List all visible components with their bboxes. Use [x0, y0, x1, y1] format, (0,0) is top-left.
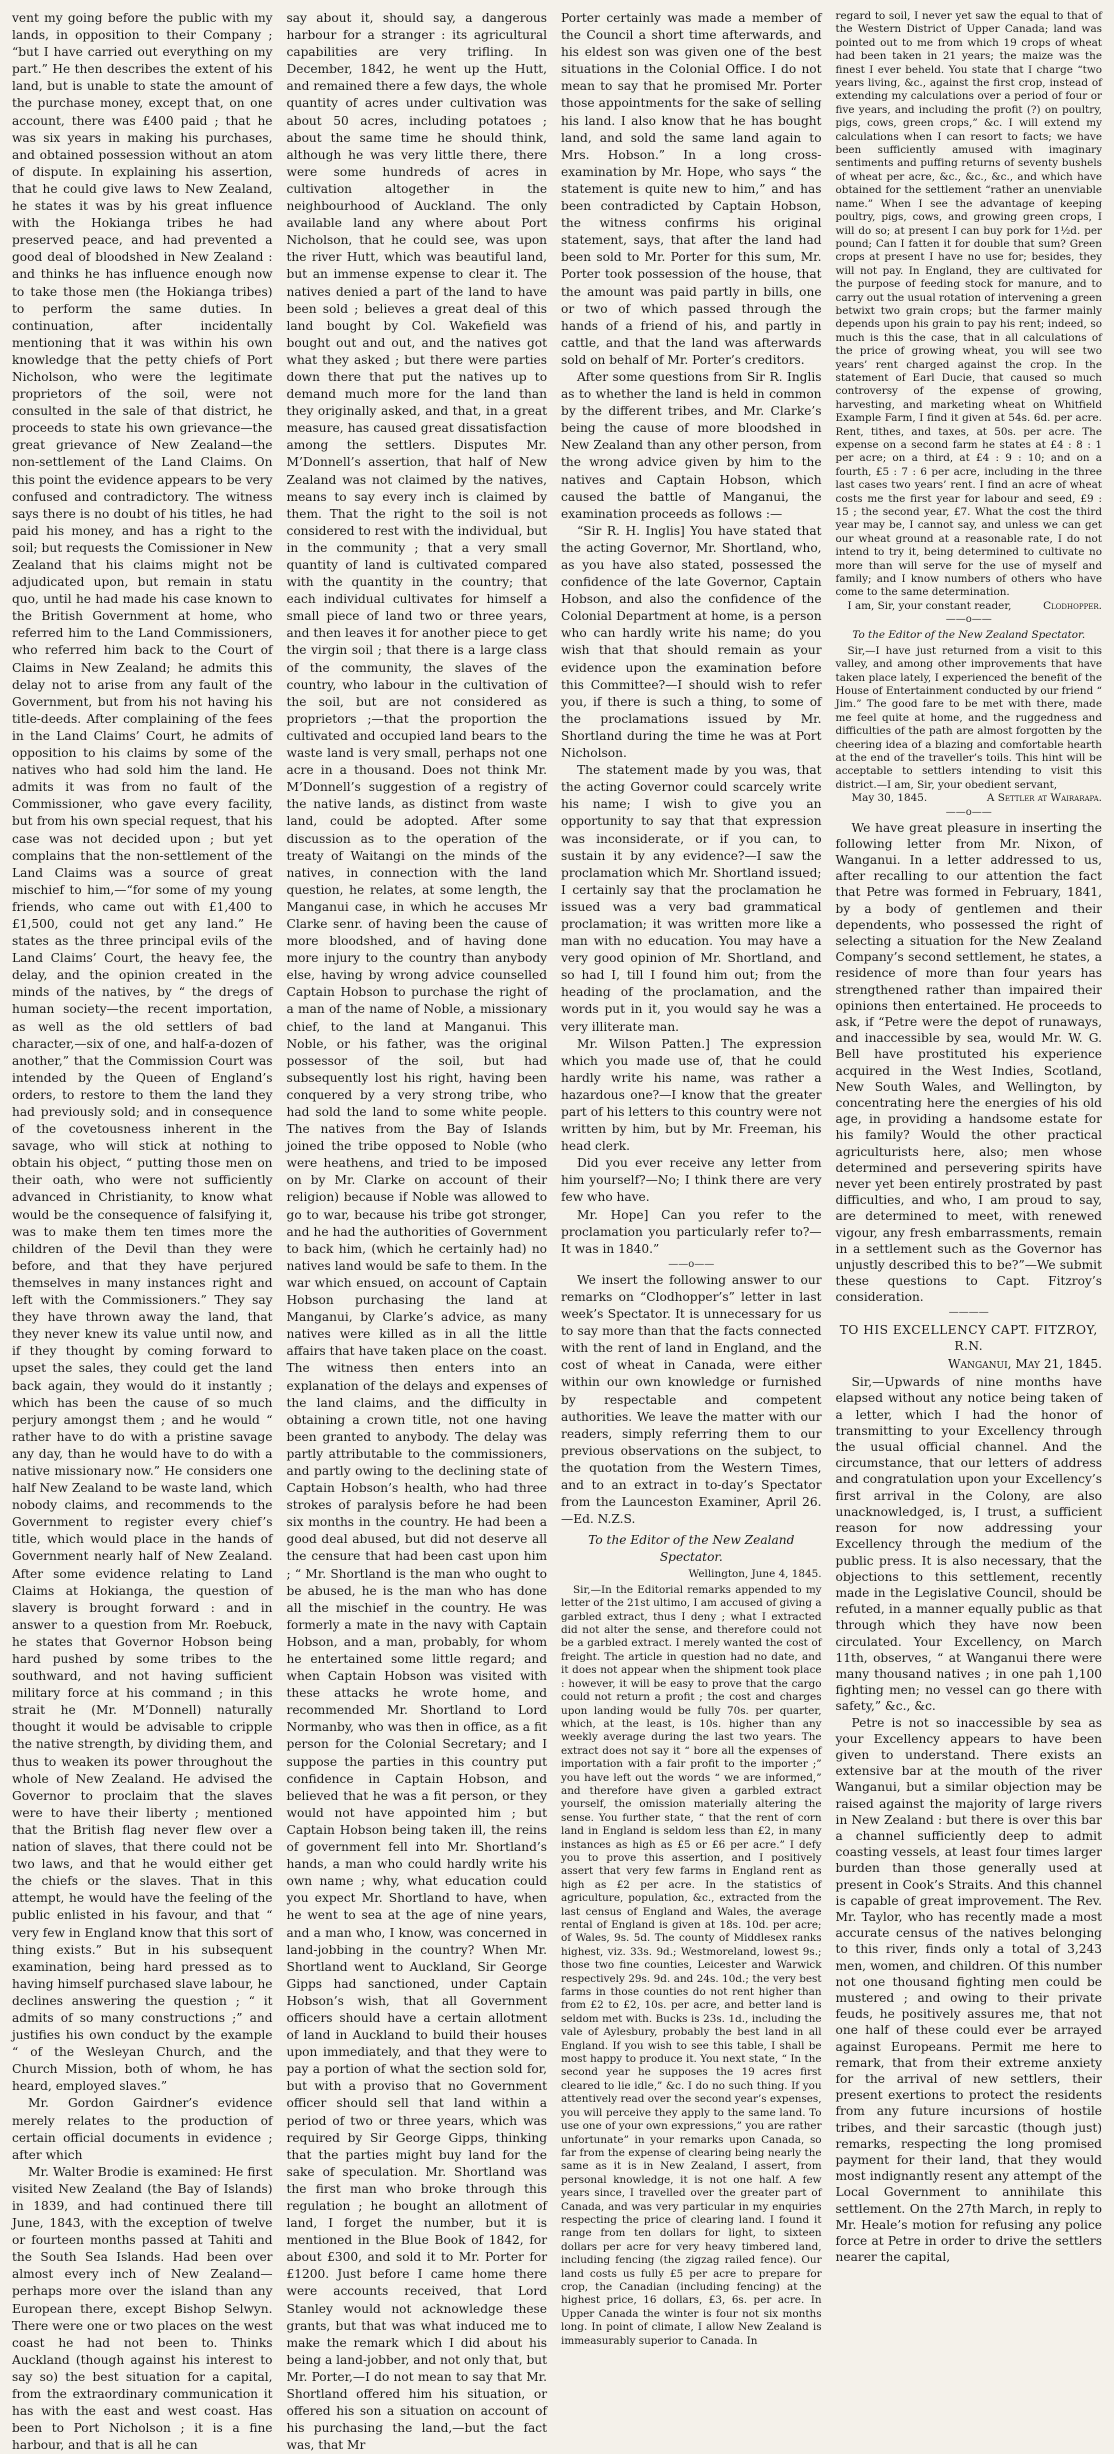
letter-signature: Clodhopper.: [1043, 599, 1102, 612]
clodhopper-letter: [836, 10, 1102, 613]
letter-paragraph: Petre is not so inaccessible by sea as your Excellency appears to have been given to understand. There exists an extensive bar at the mouth of the river Wanganui, but a similar objection may be raised against the majority of large rivers in New Zealand : but there is over this bar a channel sufficiently deep to admit coasting vessels, at least four times larger burden than those generally used at present in Cook’s Straits. And this channel is capable of great improvement. The Rev. Mr. Taylor, who has recently made a most accurate census of the natives belonging to this river, finds only a total of 3,243 men, women, and children. Of this number not one thousand fighting men could be mustered ; and owing to their private feuds, he positively assures me, that not one half of these could ever be arrayed against Europeans. Permit me here to remark, that from their extreme anxiety for the arrival of new settlers, their present exertions to protect the residents from any future incursions of hostile tribes, and their sarcastic (though just) remarks, respecting the long promised payment for their land, that they would most indignantly resent any attempt of the Local Government to annihilate this settlement. On the 27th March, in reply to Mr. Heale’s motion for refusing any police force at Petre in order to drive the settlers nearer the capital,: [835, 1715, 1102, 2265]
evidence-paragraph: Did you ever receive any letter from him yourself?—No; I think there are very few who have.: [561, 1156, 822, 1205]
wairarapa-letter: [836, 645, 1102, 806]
letter-dateline: Wellington, June 4, 1845.: [688, 1568, 822, 1581]
editorial-paragraph: We insert the following answer to our remarks on “Clodhopper’s” letter in last week’s Spectator. It is unnecessary for us to say more than that the facts connected with the rent of land in England, and the cost of wheat in Canada, were either within our own knowledge or furnished by respectable and competent authorities. We leave the matter with our readers, simply referring them to our previous observations on the subject, to the quotation from the Western Times, and to an extract in to-day’s Spectator from the Launceston Examiner, April 26.—Ed. N.Z.S.: [561, 1272, 822, 1527]
letter-dateline: Wanganui, May 21, 1845.: [948, 1357, 1102, 1372]
article-paragraph: Mr. Walter Brodie is examined: He first visited New Zealand (the Bay of Islands) in 1839, and had continued there till June, 1843, with the exception of twelve or fourteen months passed at Tahiti and the South Sea Islands. Had been over almost every inch of New Zealand—perhaps more over the island than any European there, except Bishop Selwyn. There were one or two places on the west coast he had not been to. Thinks Auckland (though against his interest to say so) the best situation for a capital, from the extraordinary communication it has with the east and west coast. Has been to Port Nicholson ; it is a fine harbour, and that is all he can: [12, 2164, 273, 2453]
column-2: [286, 10, 548, 2453]
letter-closing: [836, 792, 1102, 805]
editorial-paragraph: We have great pleasure in inserting the following letter from Mr. Nixon, of Wanganui. In a letter addressed to us, after recalling to our attention the fact that Petre was formed in February, 1841, by a body of gentlemen and their dependents, who possessed the right of selecting a situation for the New Zealand Company’s second settlement, he states, a residence of more than four years has strengthened rather than impaired their opinions then entertained. He proceeds to ask, if “Petre were the depot of runaways, and inaccessible by sea, would Mr. W. G. Bell have prostituted his experience acquired in the West Indies, Scotland, New South Wales, and Wellington, by concentrating here the energies of his old age, in providing a handsome estate for his family? Would the other practical agriculturists here, also; men whose determined and persevering spirits have never yet been entirely prostrated by past difficulties, and who, I am proud to say, are determined to meet, with renewed vigour, any fresh embarrassments, remain in a settlement such as the Governor has unjustly described this to be?”—We submit these questions to Capt. Fitzroy’s consideration.: [835, 820, 1102, 1305]
evidence-paragraph: The statement made by you was, that the acting Governor could scarcely write his name; I wish to give you an opportunity to say that that expression was inconsiderate, or if you can, to sustain it by any evidence?—I saw the proclamation which Mr. Shortland issued; I certainly say that the proclamation he issued was a very bad grammatical proclamation; it was written more like a man with no education. You may have a very good opinion of Mr. Shortland, and so had I, till I found him out; from the heading of the proclamation, and the words put in it, you would say he was a very illiterate man.: [561, 763, 822, 1034]
letter-heading: To the Editor of the New Zealand Spectator.: [852, 629, 1086, 642]
letter-paragraph: Sir,—In the Editorial remarks appended to my letter of the 21st ultimo, I am accused of giving a garbled extract, thus I deny ; what I extracted did not alter the sense, and therefore could not be a garbled extract. I merely wanted the cost of freight. The article in question had no date, and it does not appear when the shipment took place : however, it will be easy to prove that the cargo could not return a profit ; the cost and charges upon landing would be fully 70s. per quarter, which, at the least, is 10s. higher than any weekly average during the last two years. The extract does not say it “ bore all the expenses of importation with a fair profit to the importer ;” you have left out the words “ we are informed,” and therefore have given a garbled extract yourself, the omission materially altering the sense. You further state, “ that the rent of corn land in England is seldom less than £2, in many instances as high as £5 or £6 per acre.” I defy you to prove this assertion, and I positively assert that very few farms in England rent as high as £2 per acre. In the statistics of agriculture, population, &c., extracted from the last census of England and Wales, the average rental of England is given at 18s. 10d. per acre; of Wales, 9s. 5d. The county of Middlesex ranks highest, viz. 33s. 9d.; Westmoreland, lowest 9s.; those two fine counties, Leicester and Warwick respectively 29s. 9d. and 24s. 10d.; the very best farms in those counties do not rent higher than from £2 to £2, 10s. per acre, and better land is seldom met with. Bucks is 23s. 1d., including the vale of Aylesbury, probably the best land in all England. If you wish to see this table, I shall be most happy to produce it. You next state, “ In the second year he supposes the 19 acres first cleared to lie idle,” &c. I do no such thing. If you attentively read over the second year’s expenses, you will perceive they apply to the same land. To use one of your own expressions,” you are rather unfortunate” in your remarks upon Canada, so far from the expense of clearing being nearly the same as it is in New Zealand, I assert, from personal knowledge, it is not one half. A few years since, I travelled over the greater part of Canada, and was very particular in my enquiries respecting the price of clearing land. I found it range from ten dollars for light, to sixteen dollars per acre for very heavy timbered land, including fencing (the zigzag railed fence). Our land costs us fully £5 per acre to prepare for crop, the Canadian (including fencing) at the highest price, 16 dollars, £3, 6s. per acre. In Upper Canada the winter is four not six months long. In point of climate, I allow New Zealand is immeasurably superior to Canada. In: [561, 1583, 822, 2347]
letter-title: TO HIS EXCELLENCY CAPT. FITZROY, R.N.: [839, 1322, 1098, 1353]
article-paragraph: Mr. Gordon Gairdner’s evidence merely relates to the production of certain official documents in evidence ; after which: [12, 2096, 273, 2162]
section-divider: ——o——: [945, 614, 992, 626]
letter-paragraph: Sir,—I have just returned from a visit to this valley, and among other improvements that have taken place lately, I experienced the benefit of the House of Entertainment conducted by our friend “ Jim.” The good fare to be met with there, made me feel quite at home, and the ruggedness and difficulties of the path are almost forgotten by the cheering idea of a blazing and comfortable hearth at the end of the traveller’s toils. This hint will be acceptable to settlers intending to visit this district.—I am, Sir, your obedient servant,: [835, 644, 1102, 791]
letter-paragraph: regard to soil, I never yet saw the equal to that of the Western District of Upper Canada; land was pointed out to me from which 19 crops of wheat had been taken in 21 years; the maize was the finest I ever beheld. You state that I charge “two years living, &c., against the first crop, instead of extending my calculations over a period of four or five years, and including the profit (?) on poultry, pigs, cows, green crops,” &c. I will extend my calculations when I can resort to facts; we have been sufficiently amused with imaginary sentiments and puffing returns of seventy bushels of wheat per acre, &c., &c., &c., and which have obtained for the settlement “rather an unenviable name.” When I see the advantage of keeping poultry, pigs, cows, and growing green crops, I will do so; at present I can buy pork for 1½d. per pound; Can I fatten it for double that sum? Green crops at present I have no use for; besides, they will not pay. In England, they are cultivated for the purpose of feeding stock for manure, and to carry out the usual rotation of intervening a green betwixt two grain crops; but the farmer mainly depends upon his grain to pay his rent; indeed, so much is this the case, that in all calculations of the price of growing wheat, you will see two years’ rent charged against the crop. In the statement of Earl Ducie, that caused so much controversy of the expense of growing, harvesting, and marketing wheat on Whitfield Example Farm, I find it given at 54s. 6d. per acre. Rent, tithes, and taxes, at 50s. per acre. The expense on a second farm he states at £4 : 8 : 1 per acre; on a third, at £4 : 9 : 10; and on a fourth, £5 : 7 : 6 per acre, including in the three last cases two years’ rent. I find an acre of wheat costs me the first year for labour and seed, £9 : 15 ; the second year, £7. What the cost the third year may be, I cannot say, and unless we can get our wheat ground at a reasonable rate, I do not intend to try it, being determined to cultivate no more than will serve for the use of myself and family; and I know numbers of others who have come to the same determination.: [835, 10, 1102, 599]
section-divider: ——o——: [945, 806, 992, 818]
letter-heading: To the Editor of the New Zealand Spectator.: [588, 1533, 795, 1565]
evidence-paragraph: Mr. Wilson Patten.] The expression which you made use of, that he could hardly write his name, was rather a hazardous one?—I know that the greater part of his letters to this country were not written by him, but by Mr. Freeman, his head clerk.: [561, 1036, 822, 1154]
letter-date: May 30, 1845.: [851, 792, 928, 805]
article-paragraph: say about it, should say, a dangerous harbour for a stranger : its agricultural capabilities are very trifling. In December, 1842, he went up the Hutt, and remained there a few days, the whole quantity of acres under cultivation was about 50 acres, including potatoes ; about the same time he should think, although he was very little there, there were some hundreds of acres in cultivation altogether in the neighbourhood of Auckland. The only available land any where about Port Nicholson, that he could see, was upon the river Hutt, which was beautiful land, but an immense expense to clear it. The natives denied a part of the land to have been sold ; believes a great deal of this land bought by Col. Wakefield was bought out and out, and the natives got what they asked ; but there were parties down there that put the natives up to demand much more for the land than they originally asked, and that, in a great measure, has caused great dissatisfaction among the settlers. Disputes Mr. M’Donnell’s assertion, that half of New Zealand was not claimed by the natives, means to say every inch is claimed by them. That the right to the soil is not considered to rest with the individual, but in the community ; that a very small quantity of land is cultivated compared with the quantity in the country; that each individual cultivates for himself a small piece of land two or three years, and then leaves it for another piece to get the virgin soil ; that there is a large class of the community, the slaves of the country, who labour in the cultivation of the soil, but are not considered as proprietors ;—that the proportion the cultivated and occupied land bears to the waste land is very small, perhaps not one acre in a thousand. Does not think Mr. M’Donnell’s suggestion of a registry of the native lands, as distinct from waste land, could be adopted. After some discussion as to the operation of the treaty of Waitangi on the minds of the natives, in connection with the land question, he relates, at some length, the Manganui case, in which he accuses Mr Clarke senr. of having been the cause of more bloodshed, and of having done more injury to the country than anybody else, having by wrong advice counselled Captain Hobson to purchase the right of a man of the name of Noble, a missionary chief, to the land at Manganui. This Noble, or his father, was the original possessor of the soil, but had subsequently lost his right, having been conquered by a very strong tribe, who had sold the land to some white people. The natives from the Bay of Islands joined the tribe opposed to Noble (who were heathens, and tried to be imposed on by Mr. Clarke on account of their religion) because if Noble was allowed to go to war, because his tribe got stronger, and he had the authorities of Government to back him, (which he certainly had) no natives land would be safe to them. In the war which ensued, on account of Captain Hobson purchasing the land at Manganui, by Clarke’s advice, as many natives were killed as in all the little affairs that have taken place on the coast. The witness then enters into an explanation of the delays and expenses of the land claims, and the difficulty in obtaining a crown title, not one having been granted to anybody. The delay was partly attributable to the commissioners, and partly owing to the declining state of Captain Hobson’s health, who had three strokes of paralysis before he had been six months in the country. He had been a good deal abused, but did not deserve all the censure that had been cast upon him ; “ Mr. Shortland is the man who ought to be abused, he is the man who has done all the mischief in the country. He was formerly a mate in the navy with Captain Hobson, and a man, probably, for whom he entertained some little regard; and when Captain Hobson was visited with these attacks he wrote home, and recommended Mr. Shortland to Lord Normanby, who was then in office, as a fit person for the Colonial Secretary; and I suppose the parties in this country put confidence in Captain Hobson, and believed that he was a fit person, or they would not have appointed him ; but Captain Hobson being taken ill, the reins of government fell into Mr. Shortland’s hands, a man who could hardly write his own name ; why, what education could you expect Mr. Shortland to have, when he went to sea at the age of nine years, and a man who, I know, was concerned in land-jobbing in the country? When Mr. Shortland went to Auckland, Sir George Gipps had sanctioned, under Captain Hobson’s wish, that all Government officers should have a certain allotment of land in Auckland to build their houses upon immediately, and that they were to pay a portion of what the section sold for, but with a proviso that no Government officer should sell that land within a period of two or three years, which was required by Sir George Gipps, thinking that the parties might buy land for the sake of speculation. Mr. Shortland was the first man who broke through this regulation ; he bought an allotment of land, I forget the number, but it is mentioned in the Blue Book of 1842, for about £300, and sold it to Mr. Porter for £1200. Just before I came home there were accounts received, that Lord Stanley would not acknowledge these grants, but that was what induced me to make the remark which I did about his being a land-jobber, and not only that, but Mr. Porter,—I do not mean to say that Mr. Shortland offered him his situation, or offered his son a situation on account of his purchasing the land,—but the fact was, that Mr: [286, 11, 548, 2453]
article-paragraph: Porter certainly was made a member of the Council a short time afterwards, and his eldest son was given one of the best situations in the Colonial Office. I do not mean to say that he promised Mr. Porter those appointments for the sake of selling his land. I also know that he has bought land, and sold the same land again to Mrs. Hobson.” In a long cross-examination by Mr. Hope, who says “ the statement is quite new to him,” and has been contradicted by Captain Hobson, the witness confirms his original statement, says, that after the land had been sold to Mr. Porter for this sum, Mr. Porter took possession of the house, that the amount was paid partly in bills, one or two of which passed through the hands of a friend of his, and partly in cattle, and that the land was afterwards sold on behalf of Mr. Porter’s creditors.: [561, 11, 822, 367]
letter-closing: [836, 600, 1102, 613]
letter-sign-line: I am, Sir, your constant reader,: [847, 599, 1012, 612]
column-4: [835, 10, 1102, 2265]
column-3: [561, 10, 822, 2347]
letter-signature: A Settler at Wairarapa.: [986, 792, 1102, 805]
section-divider: ——o——: [668, 1258, 715, 1270]
section-divider: ————: [948, 1306, 989, 1318]
letter-paragraph: Sir,—Upwards of nine months have elapsed without any notice being taken of a letter, which I had the honor of transmitting to your Excellency through the usual official channel. And the circumstance, that our letters of address and congratulation upon your Excellency’s first arrival in the Colony, are also unacknowledged, is, I trust, a sufficient reason for now addressing your Excellency through the medium of the public press. It is also necessary, that the objections to this settlement, recently made in the Legislative Council, should be refuted, in a manner equally public as that through which they have now been circulated. Your Excellency, on March 11th, observes, “ at Wanganui there were many thousand natives ; in one pah 1,100 fighting men; no vessel can go there with safety,” &c., &c.: [835, 1375, 1102, 1714]
column-1: [12, 10, 273, 2453]
letter-body: [561, 1584, 822, 2348]
newspaper-page: [12, 10, 1102, 2453]
article-paragraph: After some questions from Sir R. Inglis as to whether the land is held in common by the different tribes, and Mr. Clarke’s being the cause of more bloodshed in New Zealand than any other person, from the wrong advice given by him to the natives and Captain Hobson, which caused the battle of Manganui, the examination proceeds as follows :—: [561, 369, 822, 521]
article-paragraph: vent my going before the public with my lands, in opposition to their Company ; “but I have carried out everything on my part.” He then describes the extent of his land, but is unable to state the amount of the purchase money, except that, on one account, there was £400 paid ; that he was six years in making his purchases, and obtained possession without an atom of dispute. In explaining his assertion, that he could give laws to New Zealand, he states it was by his great influence with the Hokianga tribes he had preserved peace, and had prevented a good deal of bloodshed in New Zealand : and thinks he has influence enough now to take those men (the Hokianga tribes) to perform the same duties. In continuation, after incidentally mentioning that it was within his own knowledge that the petty chiefs of Port Nicholson, who were the legitimate proprietors of the soil, were not consulted in the sale of that district, he proceeds to state his own grievance—the great grievance of New Zealand—the non-settlement of the Land Claims. On this point the evidence appears to be very confused and contradictory. The witness says there is no doubt of his titles, he had paid his money, and has a right to the soil; but requests the Comissioner in New Zealand that his claims might not be adjudicated upon, but remain in statu quo, until he had made his case known to the British Government at home, who referred him to the Land Commissioners, who referred him back to the Court of Claims in New Zealand; he admits this delay not to arise from any fault of the Government, but from his not having his title-deeds. After complaining of the fees in the Land Claims’ Court, he admits of opposition to his claims by some of the natives who had sold him the land. He admits it was from no fault of the Commissioner, who gave every facility, but from his own special request, that his case was not decided upon ; but yet complains that the non-settlement of the Land Claims was a source of great mischief to him,—“for some of my young friends, who came out with £1,400 to £1,500, could not get any land.” He states as the three principal evils of the Land Claims’ Court, the heavy fee, the delay, and the opinion created in the minds of the natives, by “ the dregs of human society—the recent importation, as well as the old settlers of bad character,—six of one, and half-a-dozen of another,” that the Commission Court was intended by the Queen of England’s orders, to restore to them the land they had previously sold; and in consequence of the covetousness inherent in the savage, who will stick at nothing to obtain his object, “ putting those men on their oath, who were not sufficiently advanced in Christianity, to know what would be the consequence of falsifying it, was to make them ten times more the children of the Devil than they were before, and that they have perjured themselves in many instances right and left with the Commissioners.” They say they have thrown away the land, that they never knew its value until now, and if they thought by coming forward to upset the sales, they could get the land back again, they would do it instantly ; which has been the cause of so much perjury amongst them ; and he would “ rather have to do with a pristine savage any day, than he would have to do with a native missionary now.” He considers one half New Zealand to be waste land, which nobody claims, and recommends to the Government to register every chief’s title, which would place in the hands of Government nearly half of New Zealand. After some evidence relating to Land Claims at Hokianga, the question of slavery is brought forward : and in answer to a question from Mr. Roebuck, he states that Governor Hobson being hard pushed by some tribes to the southward, and not having sufficient military force at his command ; in this strait he (Mr. M’Donnell) naturally thought it would be advisable to cripple the native strength, by dividing them, and thus to weaken its power throughout the whole of New Zealand. He advised the Governor to proclaim that the slaves were to have their liberty ; mentioned that the British flag never flew over a nation of slaves, that there could not be two laws, and that he would either get the chiefs or the slaves. That in this attempt, he would have the feeling of the public enlisted in his favour, and that “ very few in England know that this sort of thing exists.” But in his subsequent examination, being hard pressed as to having himself purchased slave labour, he declines answering the question ; “ it admits of so many constructions ;” and justifies his own conduct by the example “ of the Wesleyan Church, and the Church Mission, both of whom, he has heard, employed slaves.”: [12, 11, 273, 2094]
evidence-paragraph: Mr. Hope] Can you refer to the proclamation you particularly refer to?—It was in 1840.”: [561, 1207, 822, 1256]
evidence-paragraph: “Sir R. H. Inglis] You have stated that the acting Governor, Mr. Shortland, who, as you have also stated, possessed the confidence of the late Governor, Captain Hobson, and also the confidence of the Colonial Department at home, is a person who can hardly write his name; do you wish that that should remain as your evidence upon the examination before this Committee?—I should wish to refer you, if there is such a thing, to some of the proclamations issued by Mr. Shortland during the time he was at Port Nicholson.: [561, 523, 822, 761]
